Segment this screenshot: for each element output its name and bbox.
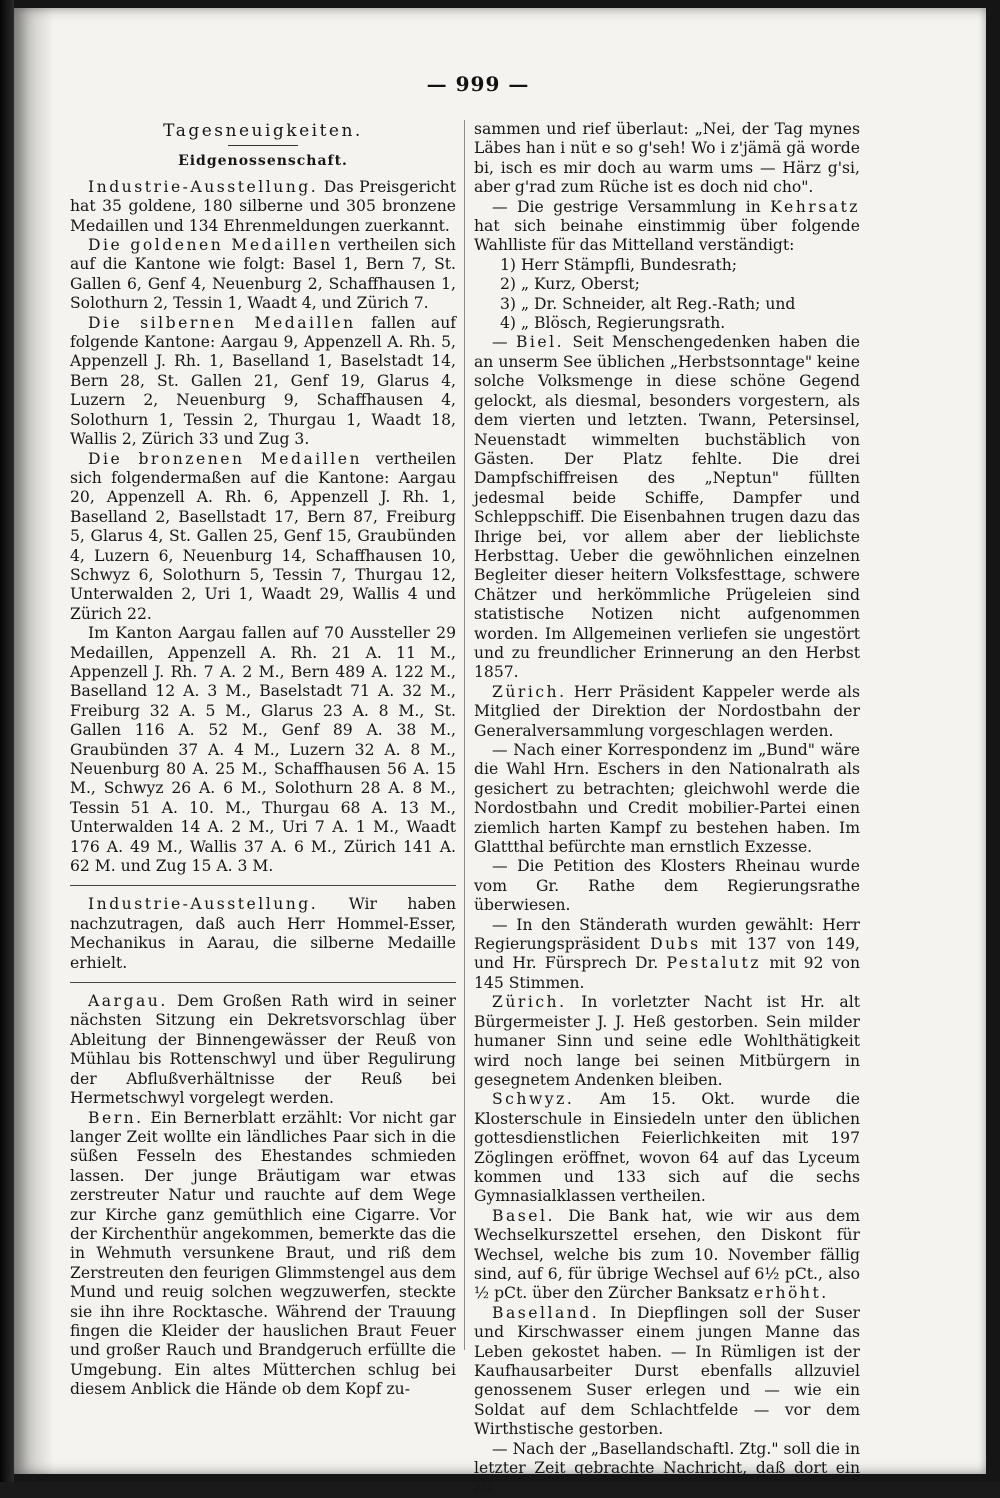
article-text: Herr Präsident Kappeler werde als Mitglied der Direktion der Nordostbahn der Generalversammlung vorgeschlagen werden. <box>474 682 860 740</box>
article-paragraph <box>474 1207 860 1304</box>
heading-rule <box>228 145 298 146</box>
article-text: — Die gestrige Versammlung in <box>492 197 771 216</box>
article-text: Die Bank hat, wie wir aus dem Wechselkurszettel ersehen, den Diskont für Wechsel, welche bis zum 10. November fällig sind, auf 6, für übrige Wechsel auf 6½ pCt., also ½ pCt. über den Zürcher Banksatz <box>474 1206 860 1303</box>
article-text: In vorletzter Nacht ist Hr. alt Bürgermeister J. J. Heß gestorben. Sein milder humaner Sinn und seine edle Wohlthätigkeit wird noch lange bei seinen Mitbürgern in gesegnetem Andenken bleiben. <box>474 993 860 1089</box>
section-divider <box>70 885 456 886</box>
article-paragraph <box>70 314 456 450</box>
article-text: Wir haben nachzutragen, daß auch Herr Hommel-Esser, Mechanikus in Aarau, die silberne Medaille erhielt. <box>70 895 456 972</box>
article-lead: Industrie-Ausstellung. <box>88 895 319 914</box>
article-text: Seit Menschengedenken haben die an unserm See üblichen „Herbstsonntage" keine solche Volksmenge in diese schöne Gegend gelockt, als diesmal, besonders vorgestern, als dem vierten und letzten. Twann, Petersinsel, Neuenstadt wimmelten buchstäblich von Gästen. Der Platz fehlte. Die drei Dampfschiffreisen des „Neptun" füllten jedesmal beide Schiffe, Dampfer und Schleppschiff. Die Eisenbahnen trugen dazu das Ihrige bei, vor allem aber der lieblichste Herbsttag. Ueber die gewöhnlichen einzelnen Begleiter dieser heitern Volksfesttage, schwere Chätzer und herkömmliche Prügeleien sind statistische Notizen nicht aufgenommen worden. Im Allgemeinen verliefen sie ungestört und zu freundlicher Erinnerung an den Herbst 1857. <box>474 333 860 682</box>
article-lead: Zürich. <box>492 993 567 1012</box>
book-spine-edge <box>0 0 14 1482</box>
article-lead: Aargau. <box>88 992 168 1011</box>
article-text: — In den Ständerath wurden gewählt: Herr Regierungspräsident <box>474 915 860 954</box>
article-paragraph <box>474 683 860 741</box>
article-paragraph <box>70 1109 456 1400</box>
article-text: Am 15. Okt. wurde die Klosterschule in Einsiedeln unter den üblichen gottesdienstlichen Feierlichkeiten mit 197 Zöglingen eröffnet, wovon 64 auf das Lyceum kommen und 133 sich auf die sechs Gymnasialklassen vertheilen. <box>474 1090 860 1206</box>
article-paragraph <box>474 993 860 1090</box>
section-divider <box>70 982 456 983</box>
column-divider <box>464 120 465 1350</box>
article-text: . <box>821 1284 827 1303</box>
article-lead: Die bronzenen Medaillen <box>88 449 362 468</box>
spaced-word: erhöht <box>753 1284 822 1303</box>
article-text: mit 92 von 145 Stimmen. <box>474 954 860 992</box>
article-paragraph: sammen und rief überlaut: „Nei, der Tag mynes Läbes han i nüt e so g'seh! Wo i z'jämä gä worde bi, isch es mir doch au warm ums — Härz g'si, aber g'rad zum Rüche ist es doch nid cho". <box>474 120 860 197</box>
article-paragraph: — Nach der „Basellandschaftl. Ztg." soll die in letzter Zeit gebrachte Nachricht, daß dort ein zu <box>474 1439 860 1497</box>
article-paragraph: — Die Petition des Klosters Rheinau wurde vom Gr. Rathe dem Regierungsrathe überwiesen. <box>474 857 860 915</box>
section-subheading: Eidgenossenschaft. <box>178 153 348 170</box>
article-paragraph <box>70 178 456 236</box>
article-text: fallen auf folgende Kantone: Aargau 9, Appenzell A. Rh. 5, Appenzell J. Rh. 1, Baselland 1, Baselstadt 14, Bern 28, St. Gallen 21, Genf 19, Glarus 4, Luzern 2, Neuenburg 9, Schaffhausen 4, Solothurn 1, Tessin 2, Thurgau 1, Waadt 18, Wallis 2, Zürich 33 und Zug 3. <box>70 313 457 449</box>
article-text: vertheilen sich auf die Kantone wie folgt: Basel 1, Bern 7, St. Gallen 6, Genf 4, Neuenburg 2, Schaffhausen 1, Solothurn 2, Tessin 1, Waadt 4, und Zürich 7. <box>70 236 456 313</box>
article-lead: Die silbernen Medaillen <box>88 313 356 332</box>
article-paragraph: Im Kanton Aargau fallen auf 70 Aussteller 29 Medaillen, Appenzell A. Rh. 21 A. 11 M., Appenzell J. Rh. 7 A. 2 M., Bern 489 A. 122 M., Baselland 12 A. 3 M., Baselstadt 71 A. 32 M., Freiburg 32 A. 5 M., Glarus 23 A. 8 M., St. Gallen 116 A. 52 M., Genf 89 A. 38 M., Graubünden 37 A. 4 M., Luzern 32 A. 8 M., Neuenburg 80 A. 25 M., Schaffhausen 56 A. 15 M., Schwyz 26 A. 6 M., Solothurn 28 A. 8 M., Tessin 51 A. 10. M., Thurgau 68 A. 13 M., Unterwalden 14 A. 2 M., Uri 7 A. 1 M., Waadt 176 A. 49 M., Wallis 37 A. 6 M., Zürich 141 A. 62 M. und Zug 15 A. 3 M. <box>70 624 456 876</box>
article-text: Ein Bernerblatt erzählt: Vor nicht gar langer Zeit wollte ein ländliches Paar sich in die süßen Fesseln des Ehestandes schmieden lassen. Der junge Bräutigam war etwas zerstreuter Natur und rauchte auf dem Wege zur Kirche ganz gemüthlich eine Cigarre. Vor der Kirchenthür angekommen, bemerkte das die in Wehmuth versunkene Braut, und riß dem Zerstreuten den feurigen Glimmstengel aus dem Mund und reuig solchen wegzuwerfen, steckte sie ihn ihre Rocktasche. Während der Trauung fingen die Kleider der hauslichen Braut Feuer und großer Rauch und Brandgeruch erfüllte die Umgebung. Ein altes Mütterchen schlug bei diesem Anblick die Hände ob dem Kopf zu- <box>70 1108 456 1399</box>
article-text: hat sich beinahe einstimmig über folgende Wahlliste für das Mittelland verständigt: <box>474 217 860 255</box>
article-lead: Schwyz. <box>492 1090 575 1109</box>
article-paragraph: — Nach einer Korrespondenz im „Bund" wäre die Wahl Hrn. Eschers in den Nationalrath als gesichert zu betrachten; gleichwohl werde die Nordostbahn und Credit mobilier-Partei einen ziemlich harten Kampf zu bestehen haben. Im Glattthal befürchte man ernstlich Exzesse. <box>474 741 860 857</box>
article-text: — <box>492 333 516 352</box>
article-lead: Die goldenen Medaillen <box>88 236 333 255</box>
article-paragraph <box>474 333 860 682</box>
gutter-shadow <box>14 8 54 1474</box>
article-text: Dem Großen Rath wird in seiner nächsten Sitzung ein Dekretsvorschlag über Ableitung der Binnengewässer der Reuß von Mühlau bis Rottenschwyl und über Regulirung der Abflußverhältnisse der Reuß bei Hermetschwyl vorgelegt werden. <box>70 992 456 1108</box>
left-column <box>70 120 456 1400</box>
article-lead: Basel. <box>492 1206 555 1225</box>
list-item: 4) „ Blösch, Regierungsrath. <box>500 314 726 333</box>
place-name: Biel. <box>515 333 565 352</box>
article-text: mit 137 von 149, und Hr. Fürsprech Dr. <box>474 935 860 973</box>
article-paragraph <box>70 992 456 1108</box>
article-lead: Zürich. <box>492 682 567 701</box>
list-item: 2) „ Kurz, Oberst; <box>500 275 640 294</box>
article-text: Das Preisgericht hat 35 goldene, 180 silberne und 305 bronzene Medaillen und 134 Ehrenmeldungen zuerkannt. <box>70 177 456 235</box>
article-lead: Industrie-Ausstellung. <box>88 177 319 196</box>
article-lead: Baselland. <box>492 1303 600 1322</box>
article-paragraph <box>474 1090 860 1206</box>
article-paragraph <box>70 895 456 973</box>
list-item: 1) Herr Stämpfli, Bundesrath; <box>500 255 738 274</box>
person-name: Pestalutz <box>666 954 762 973</box>
place-name: Kehrsatz <box>770 197 860 216</box>
list-item: 3) „ Dr. Schneider, alt Reg.-Rath; und <box>500 294 796 313</box>
article-text: vertheilen sich folgendermaßen auf die Kantone: Aargau 20, Appenzell A. Rh. 6, Appenzell J. Rh. 1, Baselland 2, Basellstadt 17, Bern 87, Freiburg 5, Glarus 4, St. Gallen 25, Genf 15, Graubünden 4, Luzern 6, Neuenburg 14, Schaffhausen 10, Schwyz 6, Solothurn 5, Tessin 7, Thurgau 12, Unterwalden 2, Uri 1, Waadt 29, Wallis 4 und Zürich 22. <box>70 449 456 623</box>
article-paragraph <box>474 916 860 994</box>
person-name: Dubs <box>650 935 701 954</box>
article-paragraph <box>474 198 860 256</box>
article-paragraph <box>70 236 456 314</box>
right-column <box>474 120 860 1498</box>
article-paragraph <box>70 450 456 625</box>
section-heading: Tagesneuigkeiten. <box>163 121 363 141</box>
article-lead: Bern. <box>88 1108 144 1127</box>
article-text: In Diepflingen soll der Suser und Kirschwasser einem jungen Manne das Leben gekostet haben. — In Rümligen ist der Kaufhausarbeiter Durst ebenfalls allzuviel genossenem Suser erlegen und — wie ein Soldat auf dem Schlachtfelde — vor dem Wirthstische gestorben. <box>474 1303 860 1439</box>
article-paragraph <box>474 1304 860 1440</box>
page-number: — 999 — <box>426 72 530 96</box>
